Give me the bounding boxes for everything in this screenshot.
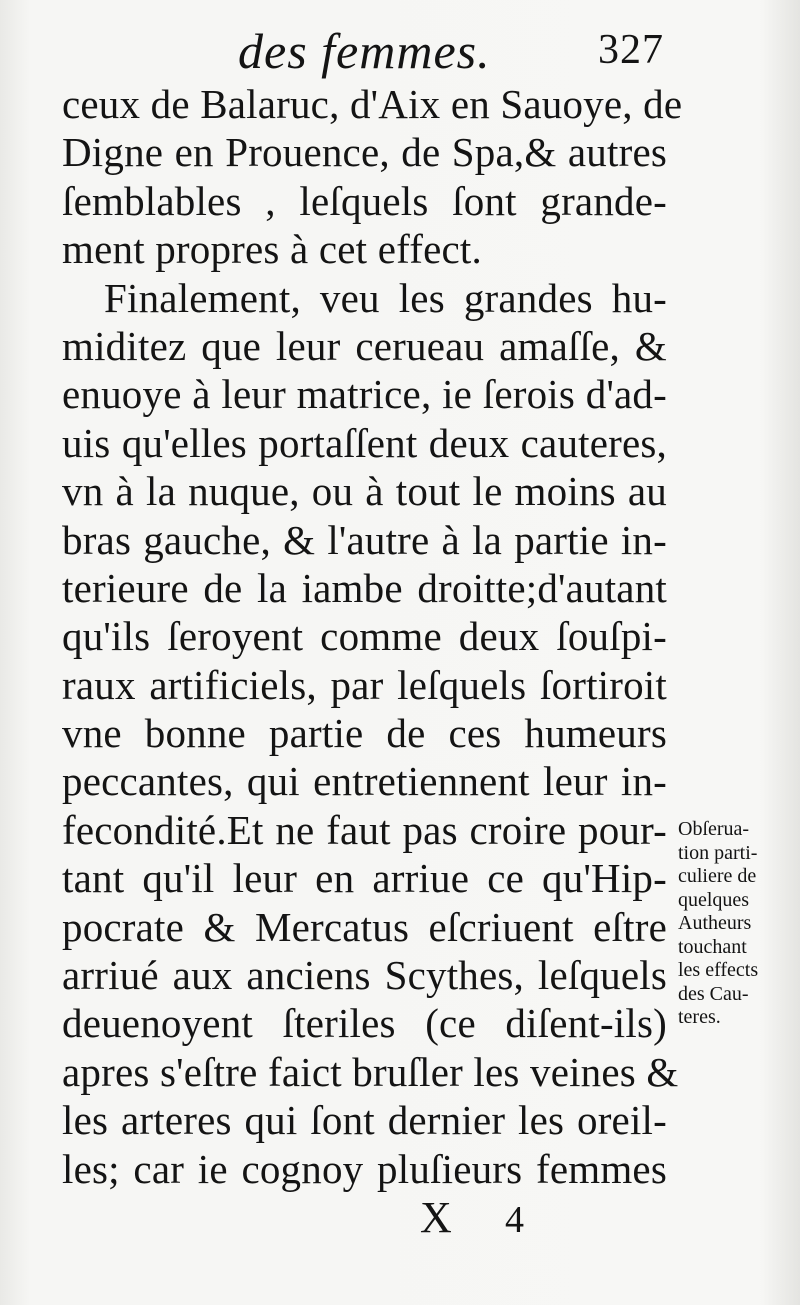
text-line: apres s'eſtre faict bruſler les veines &: [62, 1048, 679, 1095]
running-title: des femmes.: [238, 23, 491, 79]
text-line: ceux de Balaruc, d'Aix en Sauoye, de: [62, 81, 683, 127]
marginal-note-line: Autheurs: [678, 912, 752, 934]
text-line: peccantes, qui entretiennent leur in-: [62, 758, 667, 805]
text-line: miditez que leur cerueau amaſſe, &: [62, 322, 667, 369]
text-line: pocrate & Mercatus eſcriuent eſtre: [62, 903, 667, 950]
text-line: Finalement, veu les grandes hu-: [104, 274, 667, 321]
text-line: qu'ils ſeroyent comme deux ſouſpi-: [62, 613, 667, 660]
text-line: ſemblables , leſquels ſont grande-: [62, 177, 667, 224]
marginal-note: [678, 818, 798, 1030]
marginal-note-line: les effects: [678, 959, 759, 981]
body-text: [62, 80, 683, 1193]
text-line: vn à la nuque, ou à tout le moins au: [62, 468, 667, 515]
signature-number: 4: [505, 1199, 524, 1241]
page-number: 327: [598, 27, 664, 73]
text-line: vne bonne partie de ces humeurs: [62, 710, 667, 757]
text-line: terieure de la iambe droitte;d'autant: [62, 564, 667, 611]
marginal-note-line: quelques: [678, 888, 750, 911]
marginal-note-line: Obſerua-: [678, 818, 750, 840]
text-line: arriué aux anciens Scythes, leſquels: [62, 952, 667, 999]
text-line: uis qu'elles portaſſent deux cauteres,: [62, 419, 667, 466]
text-line: Digne en Prouence, de Spa,& autres: [62, 129, 667, 176]
signature-mark: [0, 1192, 800, 1252]
text-line: enuoye à leur matrice, ie ſerois d'ad-: [62, 371, 667, 418]
text-line: les; car ie cognoy pluſieurs femmes: [62, 1145, 667, 1192]
text-line: fecondité.Et ne faut pas croire pour-: [62, 806, 667, 853]
marginal-note-line: des Cau-: [678, 982, 749, 1005]
marginal-note-line: teres.: [678, 1006, 721, 1028]
signature-letter: X: [420, 1193, 452, 1242]
running-head: [0, 22, 800, 82]
text-line: raux artificiels, par leſquels ſortiroit: [62, 661, 667, 708]
marginal-note-line: touchant: [678, 935, 747, 958]
text-line: bras gauche, & l'autre à la partie in-: [62, 516, 667, 563]
marginal-note-line: culiere de: [678, 865, 757, 887]
text-line: les arteres qui ſont dernier les oreil-: [62, 1097, 667, 1144]
text-line: tant qu'il leur en arriue ce qu'Hip-: [62, 855, 667, 902]
text-line: ment propres à cet effect.: [62, 226, 482, 273]
text-line: deuenoyent ſteriles (ce diſent-ils): [62, 1000, 667, 1047]
marginal-note-line: tion parti-: [678, 841, 758, 864]
